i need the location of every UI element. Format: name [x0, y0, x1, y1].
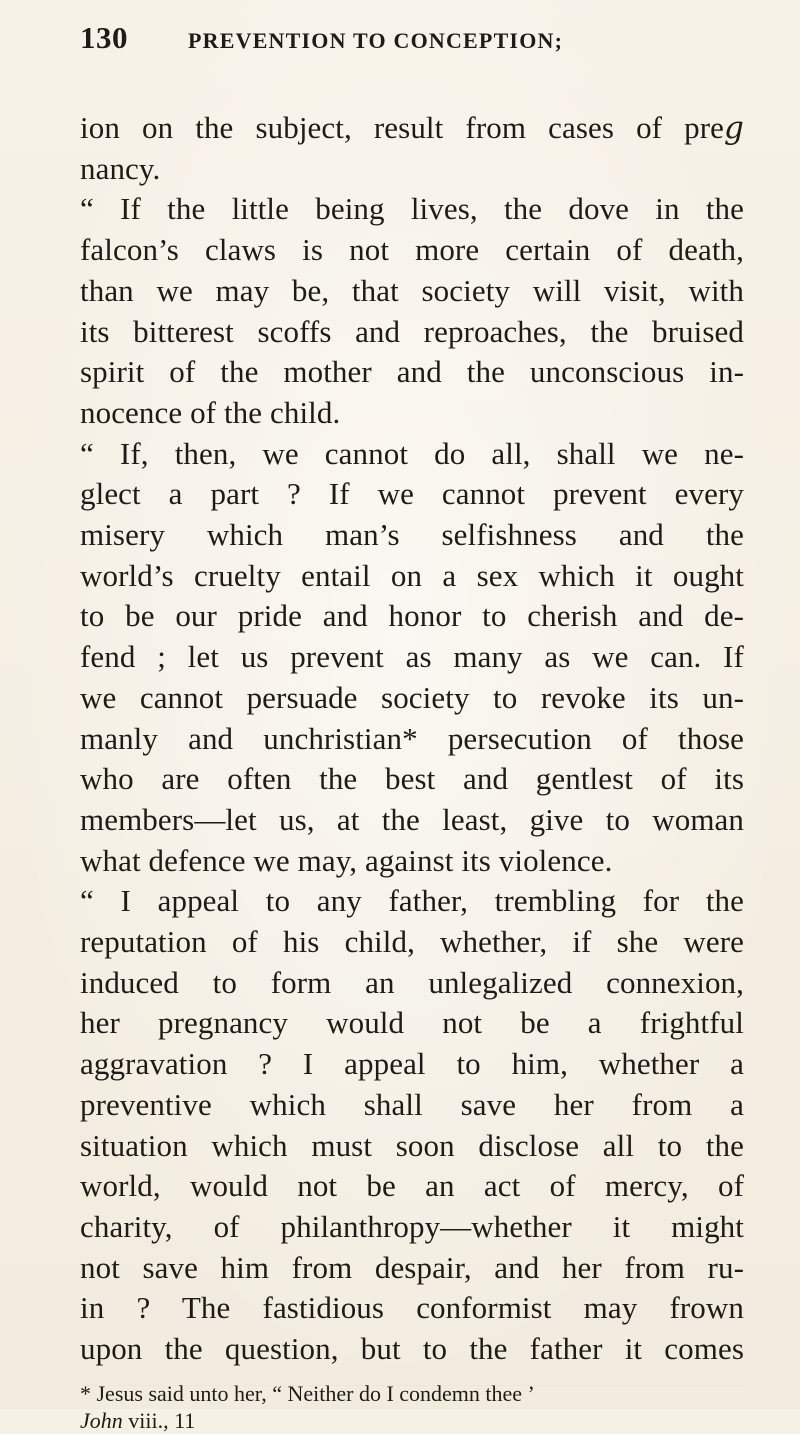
- text-line: not save him from despair, and her from ru-: [80, 1249, 744, 1285]
- text-line: than we may be, that society will visit, with: [80, 272, 744, 308]
- text-line: “ I appeal to any father, trembling for the: [80, 883, 744, 919]
- paragraph-4: [80, 881, 744, 1369]
- text-line: world’s cruelty entail on a sex which it ought: [80, 557, 744, 593]
- text-line: ion on the subject, result from cases of pre𝑔: [80, 110, 744, 145]
- text-line: spirit of the mother and the unconscious in-: [80, 354, 744, 390]
- page-header: [80, 20, 744, 72]
- text-line: nocence of the child.: [80, 394, 341, 430]
- text-line: to be our pride and honor to cherish and de-: [80, 598, 744, 634]
- footnote-text: * Jesus said unto her, “ Neither do I condemn thee ’: [80, 1380, 535, 1406]
- text-line: its bitterest scoffs and reproaches, the bruised: [80, 313, 744, 349]
- text-line: what defence we may, against its violence.: [80, 842, 613, 878]
- text-line: in ? The fastidious conformist may frown: [80, 1290, 744, 1326]
- text-line: her pregnancy would not be a frightful: [80, 1005, 744, 1041]
- text-line: situation which must soon disclose all to the: [80, 1127, 744, 1163]
- paragraph-2: [80, 189, 744, 433]
- text-line: preventive which shall save her from a: [80, 1086, 744, 1122]
- text-line: charity, of philanthropy—whether it might: [80, 1208, 744, 1244]
- text-line: nancy.: [80, 150, 161, 186]
- text-line: reputation of his child, whether, if she were: [80, 924, 744, 960]
- text-line: “ If the little being lives, the dove in the: [80, 191, 744, 227]
- body-text: [80, 108, 744, 1370]
- page-edge-shadow: [80, 1385, 744, 1386]
- text-line: members—let us, at the least, give to woman: [80, 801, 744, 837]
- text-line: we cannot persuade society to revoke its un-: [80, 679, 744, 715]
- text-line: fend ; let us prevent as many as we can. If: [80, 639, 744, 675]
- footnote-source: [80, 1407, 744, 1434]
- text-line: misery which man’s selfishness and the: [80, 517, 744, 553]
- text-line: glect a part ? If we cannot prevent every: [80, 476, 744, 512]
- text-line: “ If, then, we cannot do all, shall we ne-: [80, 435, 744, 471]
- footnote: [80, 1380, 744, 1434]
- running-head: PREVENTION TO CONCEPTION;: [188, 28, 564, 53]
- text-line: upon the question, but to the father it comes: [80, 1331, 744, 1367]
- footnote-source-name: John: [80, 1407, 123, 1433]
- text-line: aggravation ? I appeal to him, whether a: [80, 1046, 744, 1082]
- text-line: falcon’s claws is not more certain of death,: [80, 232, 744, 268]
- paragraph-3: [80, 434, 744, 882]
- page-number: 130: [80, 20, 128, 55]
- text-line: world, would not be an act of mercy, of: [80, 1168, 744, 1204]
- text-line: who are often the best and gentlest of its: [80, 761, 744, 797]
- paragraph-1: [80, 108, 744, 189]
- text-line: induced to form an unlegalized connexion,: [80, 964, 744, 1000]
- text-line: manly and unchristian* persecution of those: [80, 720, 744, 756]
- footnote-source-ref: viii., 11: [122, 1407, 196, 1433]
